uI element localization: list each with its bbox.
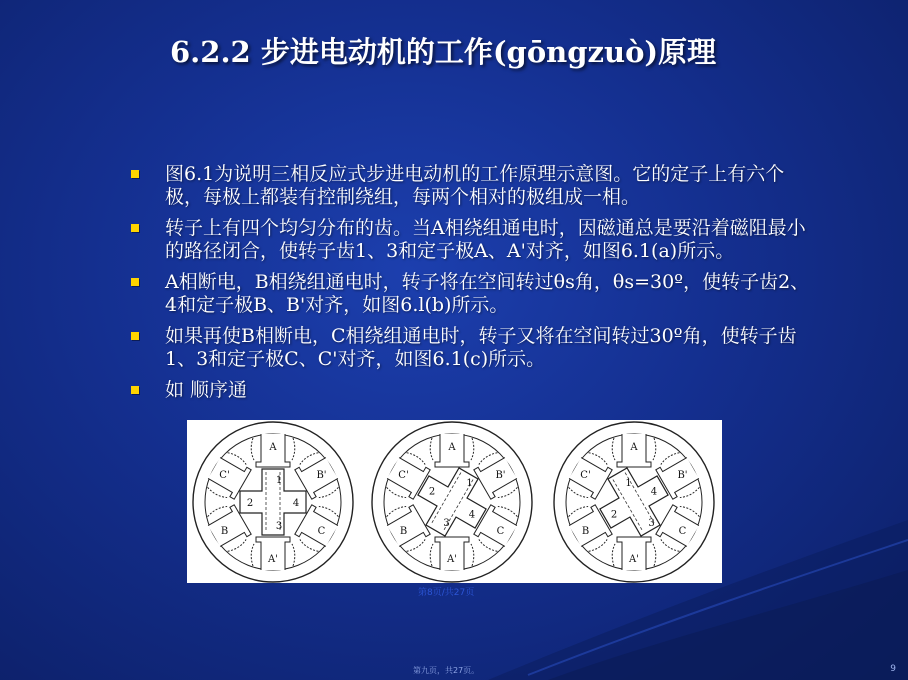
page-number: 9 — [890, 664, 896, 674]
stator-pole-label: C — [678, 526, 687, 537]
stator-pole-label: A' — [629, 554, 639, 565]
bullet-text: 转子上有四个均匀分布的齿。当A相绕组通电时，因磁通总是要沿着磁阻最小的路径闭合，使转子齿1、3和定子极A、A'对齐，如图6.1(a)所示。 — [165, 217, 806, 262]
figure-caption: 第8页/共27页 — [418, 588, 475, 598]
rotor-tooth-label: 4 — [650, 486, 658, 498]
stator-pole-label: B' — [677, 470, 688, 481]
rotor-tooth-label: 1 — [625, 478, 632, 490]
bullet-item — [128, 379, 818, 402]
stepper-motor-figure — [187, 420, 722, 583]
motor-diagram — [372, 422, 532, 582]
rotor-tooth-label: 2 — [610, 509, 618, 521]
stator-pole-label: B — [220, 526, 229, 537]
bullet-square-icon — [131, 224, 139, 232]
stator-pole-label: C — [496, 526, 505, 537]
bullet-square-icon — [131, 278, 139, 286]
rotor-tooth-label: 1 — [275, 475, 283, 486]
stator-pole-label: A' — [447, 554, 457, 565]
stator-pole-label: A' — [268, 554, 278, 565]
bullet-square-icon — [131, 170, 139, 178]
bullet-text: A相断电，B相绕组通电时，转子将在空间转过θs角，θs=30º，使转子齿2、4和定子极B、B'对齐，如图6.l(b)所示。 — [165, 271, 810, 316]
rotor-tooth-label: 2 — [428, 486, 436, 498]
stepper-motor-diagrams — [187, 420, 722, 583]
bullet-list — [128, 163, 818, 410]
bullet-item — [128, 163, 818, 209]
rotor-tooth-label: 3 — [443, 517, 450, 529]
stator-pole-label: C' — [219, 470, 230, 481]
bullet-text: 如果再使B相断电，C相绕组通电时，转子又将在空间转过30º角，使转子齿1、3和定子极C、C'对齐，如图6.1(c)所示。 — [165, 325, 797, 370]
bullet-square-icon — [131, 332, 139, 340]
stator-pole-label: C — [317, 526, 326, 537]
rotor-tooth-label: 2 — [246, 498, 254, 509]
stator-pole-label: B' — [316, 470, 327, 481]
stator-pole-label: C' — [398, 470, 409, 481]
stator-pole-label: C' — [580, 470, 591, 481]
bullet-text: 图6.1为说明三相反应式步进电动机的工作原理示意图。它的定子上有六个极，每极上都装有控制绕组，每两个相对的极组成一相。 — [165, 163, 785, 208]
rotor-tooth-label: 3 — [275, 521, 283, 532]
stator-pole-label: B — [581, 526, 590, 537]
rotor-tooth-label: 4 — [292, 498, 300, 509]
stator-pole-label: A — [630, 442, 638, 453]
stator-pole-label: B — [399, 526, 408, 537]
slide-title: 6.2.2 步进电动机的工作(gōngzuò)原理 — [170, 35, 717, 69]
stator-pole-label: A — [269, 442, 277, 453]
bullet-text: 如 顺序通 — [165, 379, 248, 401]
rotor-tooth-label: 4 — [468, 509, 476, 521]
slide-footer: 第九页，共27页。 — [413, 666, 480, 675]
bullet-item — [128, 217, 818, 263]
motor-diagram — [554, 422, 714, 582]
bullet-item — [128, 325, 818, 371]
rotor-tooth-label: 1 — [466, 478, 473, 490]
rotor-tooth-label: 3 — [648, 517, 655, 529]
bullet-item — [128, 271, 818, 317]
motor-diagram — [193, 422, 353, 582]
stator-pole-label: B' — [495, 470, 506, 481]
bullet-square-icon — [131, 386, 139, 394]
stator-pole-label: A — [448, 442, 456, 453]
